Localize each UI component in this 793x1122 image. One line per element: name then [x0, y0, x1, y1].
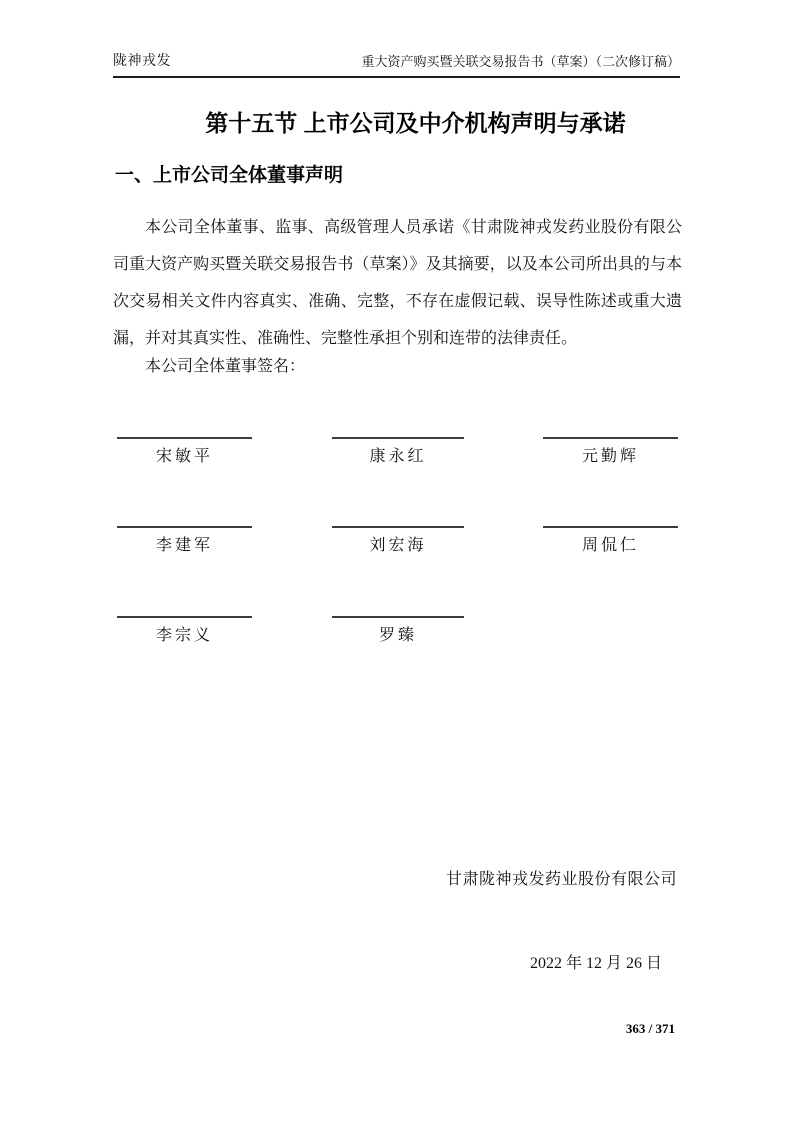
section-heading: 一、上市公司全体董事声明 [115, 165, 344, 186]
page-number: 363 / 371 [625, 1021, 675, 1036]
signatory-name: 李宗义 [155, 627, 213, 644]
page-header [113, 50, 680, 78]
header-company-short-name: 陇神戎发 [113, 54, 171, 69]
signatory-name: 周侃仁 [581, 537, 639, 554]
signatory-name: 罗臻 [378, 627, 417, 644]
header-report-title: 重大资产购买暨关联交易报告书（草案）（二次修订稿） [361, 54, 680, 69]
signature-slot [543, 526, 678, 555]
signature-instruction-label: 本公司全体董事签名： [145, 358, 306, 375]
signatory-name: 宋敏平 [155, 448, 213, 465]
chapter-title: 第十五节 上市公司及中介机构声明与承诺 [205, 110, 626, 136]
signature-slot [332, 616, 464, 645]
signatory-name: 康永红 [369, 448, 427, 465]
signature-slot [543, 437, 678, 466]
signatory-name: 元勤辉 [581, 448, 639, 465]
signature-slot [117, 616, 252, 645]
signature-slot [117, 526, 252, 555]
signatory-name: 李建军 [155, 537, 213, 554]
document-date: 2022 年 12 月 26 日 [529, 955, 662, 972]
declaration-paragraph: 本公司全体董事、监事、高级管理人员承诺《甘肃陇神戎发药业股份有限公司重大资产购买暨关联交易报告书（草案）》及其摘要，以及本公司所出具的与本次交易相关文件内容真实、准确、完整，不存在虚假记载、误导性陈述或重大遗漏，并对其真实性、准确性、完整性承担个别和连带的法律责任。 [113, 219, 682, 347]
signatory-name: 刘宏海 [369, 537, 427, 554]
company-full-name: 甘肃陇神戎发药业股份有限公司 [445, 871, 677, 888]
signature-slot [332, 437, 464, 466]
signature-slot [117, 437, 252, 466]
signature-slot [332, 526, 464, 555]
